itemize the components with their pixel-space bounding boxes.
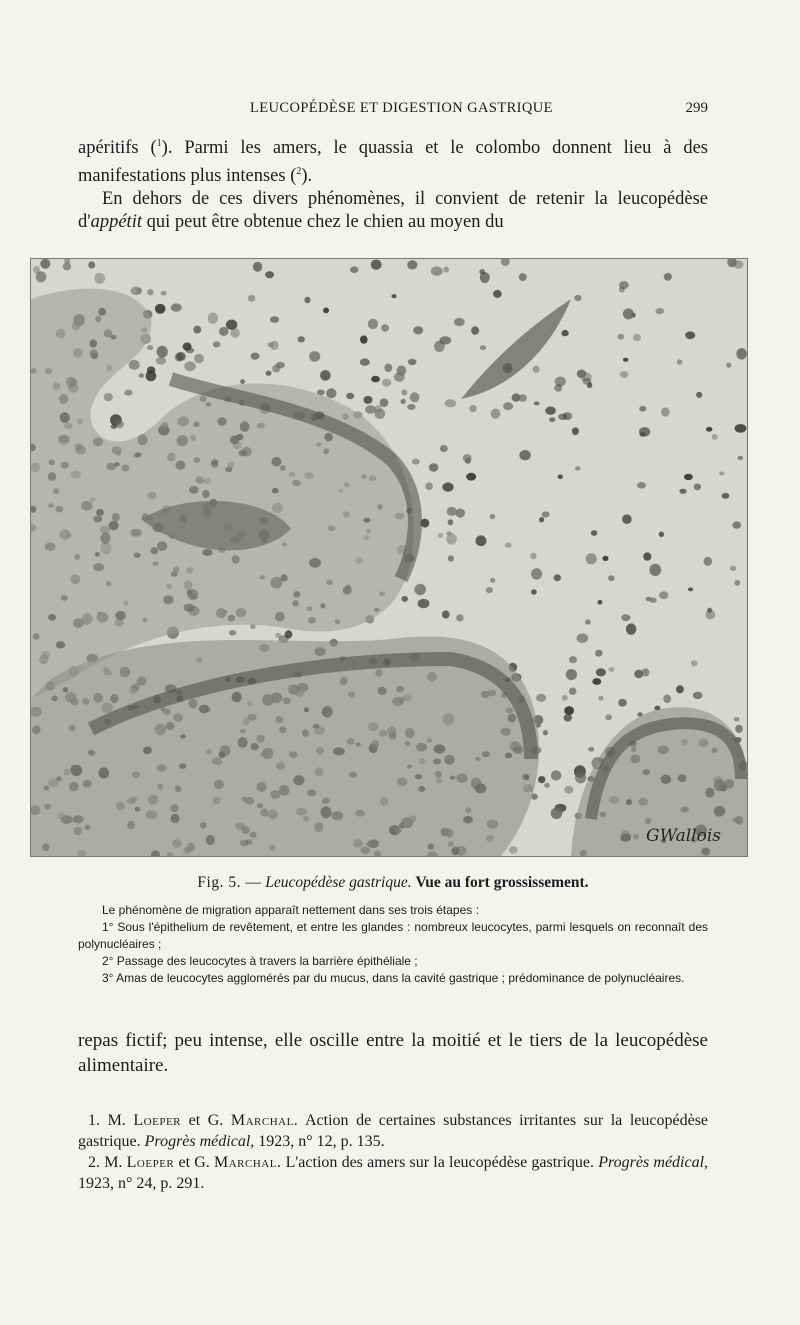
- artist-signature: GWallois: [646, 826, 721, 846]
- intro-text: [78, 132, 708, 234]
- continuation-paragraph: repas fictif; peu intense, elle oscille entre la moitié et le tiers de la leucopédèse alimentaire.: [78, 1030, 708, 1076]
- figure-legend: [78, 902, 708, 987]
- intro-paragraph-2: En dehors de ces divers phénomènes, il convient de retenir la leucopédèse d'appétit qui peut être obtenue chez le chien au moyen du: [78, 189, 708, 233]
- figure-title: Fig. 5. — Leucopédèse gastrique. Vue au fort grossissement.: [197, 874, 589, 891]
- histology-illustration: [31, 259, 747, 856]
- running-head: LEUCOPÉDÈSE ET DIGESTION GASTRIQUE: [250, 100, 553, 116]
- footnote-1: 1. M. Loeper et G. Marchal. Action de certaines substances irritantes sur la leucopédèse gastrique. Progrès médical, 1923, n° 12, p. 135.: [78, 1112, 709, 1150]
- figure-caption: [78, 874, 708, 987]
- legend-lead: Le phénomène de migration apparaît nettement dans ses trois étapes :: [102, 903, 479, 917]
- legend-item: 1° Sous l'épithelium de revêtement, et entre les glandes : nombreux leucocytes, parmi lesquels on reconnaît des polynucléaires ;: [78, 920, 708, 951]
- legend-item: 3° Amas de leucocytes agglomérés par du mucus, dans la cavité gastrique ; prédominance de polynucléaires.: [102, 971, 685, 985]
- page-number: 299: [685, 100, 708, 116]
- footnote-2: 2. M. Loeper et G. Marchal. L'action des amers sur la leucopédèse gastrique. Progrès médical, 1923, n° 24, p. 291.: [78, 1154, 709, 1192]
- legend-item: 2° Passage des leucocytes à travers la barrière épithéliale ;: [102, 954, 418, 968]
- page-header: [78, 100, 708, 122]
- continuation-text: [78, 1028, 708, 1078]
- footnotes: [78, 1110, 708, 1194]
- intro-paragraph-1: apéritifs ($^1$). Parmi les amers, le quassia et le colombo donnent lieu à des manifestations plus intenses ($^2$).: [78, 138, 708, 187]
- histology-figure: [30, 258, 748, 857]
